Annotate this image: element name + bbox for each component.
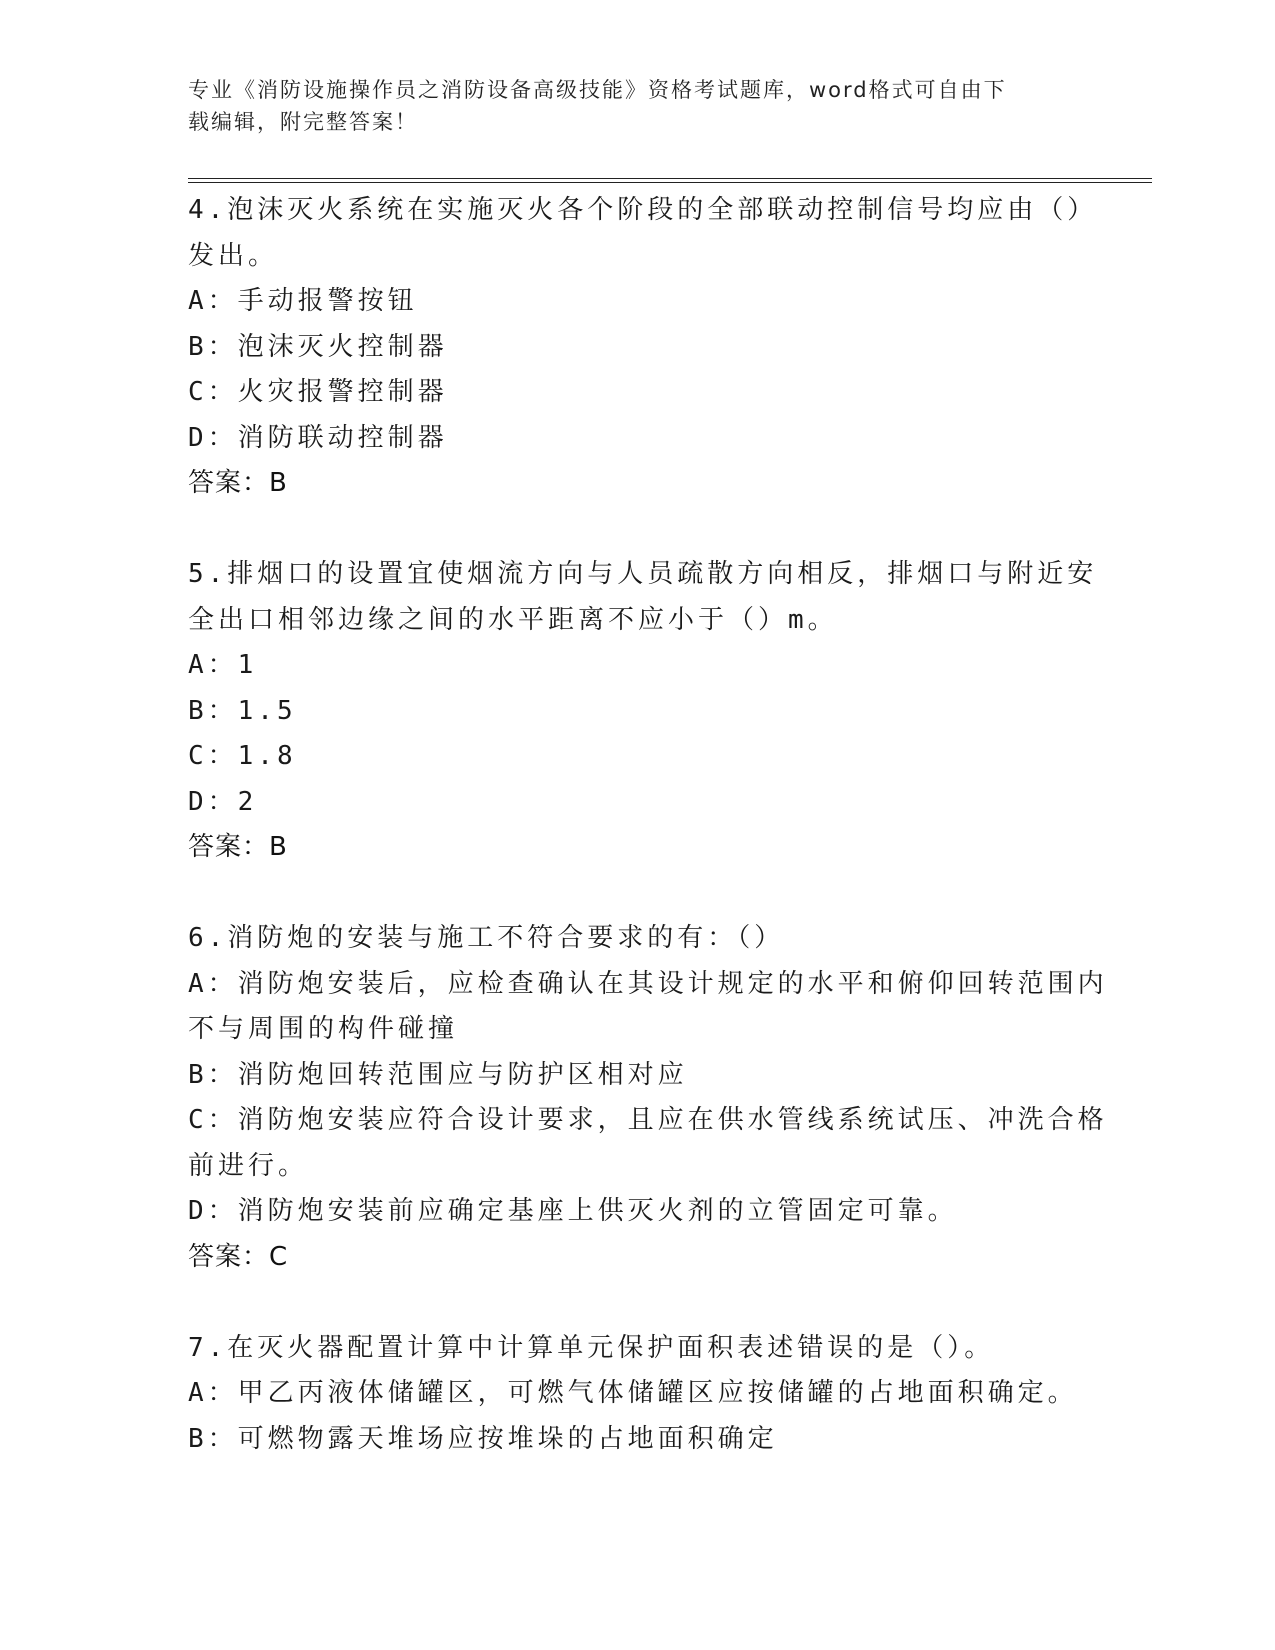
option-line: C：消防炮安装应符合设计要求，且应在供水管线系统试压、冲洗合格 — [188, 1105, 1108, 1135]
answer-line: 答案：B — [188, 832, 288, 862]
option-line: B：消防炮回转范围应与防护区相对应 — [188, 1059, 688, 1090]
question-block — [188, 1326, 1088, 1463]
question-stem-line: 4.泡沫灭火系统在实施灭火各个阶段的全部联动控制信号均应由（） — [188, 195, 1098, 225]
option-line: 前进行。 — [188, 1150, 309, 1181]
option-line: D：消防炮安装前应确定基座上供灭火剂的立管固定可靠。 — [188, 1196, 958, 1226]
answer-line: 答案：C — [188, 1241, 289, 1272]
option-line: C：火灾报警控制器 — [188, 377, 448, 407]
question-spacer — [188, 1280, 1088, 1326]
question-block — [188, 188, 1098, 552]
option-line: A：1 — [188, 650, 258, 680]
question-stem-line: 7.在灭火器配置计算中计算单元保护面积表述错误的是（）。 — [188, 1332, 995, 1363]
question-stem-line: 5.排烟口的设置宜使烟流方向与人员疏散方向相反，排烟口与附近安 — [188, 559, 1098, 589]
question-block — [188, 916, 1108, 1326]
option-line: A：消防炮安装后，应检查确认在其设计规定的水平和俯仰回转范围内 — [188, 968, 1108, 999]
option-line: B：可燃物露天堆场应按堆垛的占地面积确定 — [188, 1423, 778, 1454]
option-line: D：2 — [188, 786, 258, 817]
option-line: B：泡沫灭火控制器 — [188, 331, 448, 362]
option-line: 不与周围的构件碰撞 — [188, 1014, 459, 1044]
question-list — [188, 188, 1108, 1462]
question-spacer — [188, 871, 1088, 917]
document-header — [188, 74, 1068, 138]
question-stem-line: 全出口相邻边缘之间的水平距离不应小于（）m。 — [188, 604, 838, 635]
option-line: D：消防联动控制器 — [188, 422, 448, 453]
question-spacer — [188, 507, 1088, 553]
header-divider-bottom — [188, 182, 1152, 183]
option-line: A：手动报警按钮 — [188, 286, 418, 316]
header-line-2: 载编辑，附完整答案！ — [188, 110, 418, 134]
header-divider-top — [188, 178, 1152, 179]
question-stem-line: 6.消防炮的安装与施工不符合要求的有：（） — [188, 923, 785, 953]
option-line: B：1.5 — [188, 695, 297, 726]
answer-line: 答案：B — [188, 468, 288, 498]
option-line: A：甲乙丙液体储罐区，可燃气体储罐区应按储罐的占地面积确定。 — [188, 1378, 1078, 1408]
question-stem-line: 发出。 — [188, 240, 279, 271]
question-block — [188, 552, 1098, 916]
header-line-1: 专业《消防设施操作员之消防设备高级技能》资格考试题库，word格式可自由下 — [188, 78, 1007, 102]
option-line: C：1.8 — [188, 741, 297, 771]
